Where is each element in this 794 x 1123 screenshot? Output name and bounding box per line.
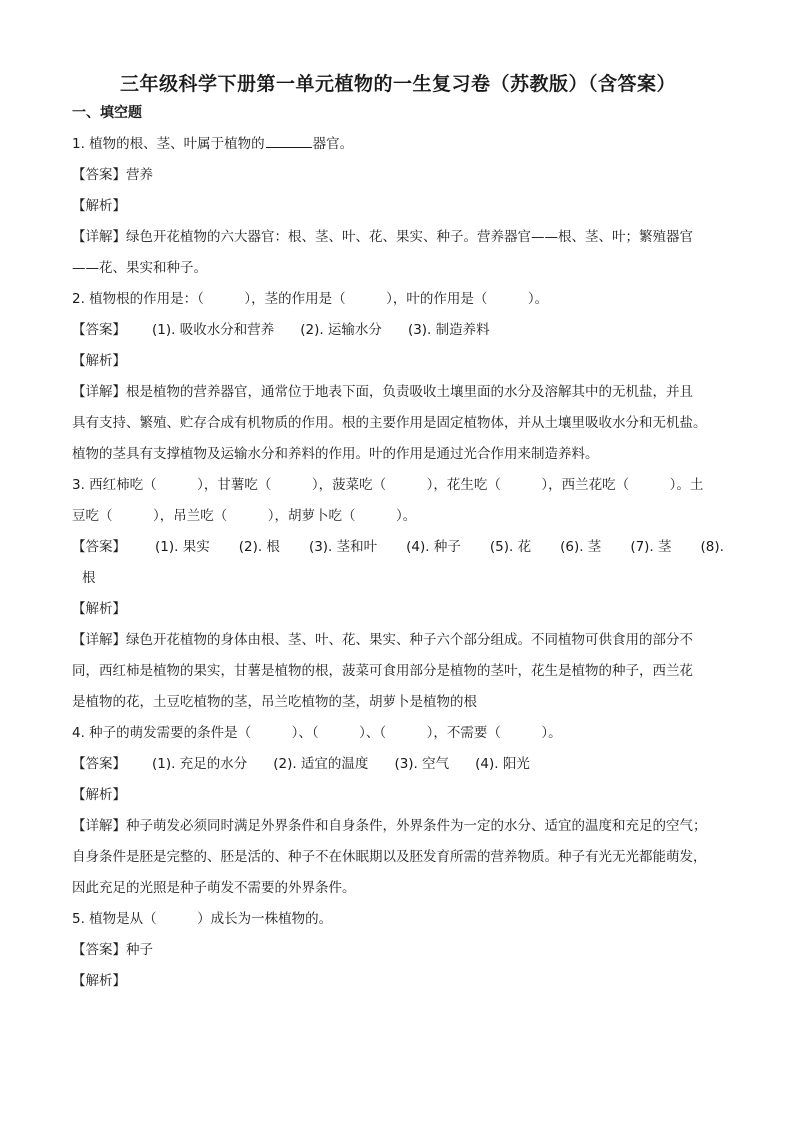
question-4-stem: 4. 种子的萌发需要的条件是（ ）、（ ）、（ ），不需要（ ）。 — [72, 725, 562, 741]
question-1-stem-after: 器官。 — [312, 136, 354, 152]
detail-text: 根是植物的营养器官，通常位于地表下面，负责吸收土壤里面的水分及溶解其中的无机盐，并且 — [126, 384, 693, 400]
answer-blank — [266, 134, 312, 148]
question-2-detail-line-3: 植物的茎具有支撑植物及运输水分和养料的作用。叶的作用是通过光合作用来制造养料。 — [72, 446, 599, 462]
question-3-detail-line-3: 是植物的花，土豆吃植物的茎，吊兰吃植物的茎，胡萝卜是植物的根 — [72, 694, 477, 710]
detail-label: 【详解】 — [72, 229, 126, 245]
answer-item: (3). 制造养料 — [407, 322, 490, 338]
question-3-answer-tail: 根 — [82, 570, 96, 586]
question-1-detail-line-1 — [72, 222, 724, 253]
answer-label: 【答案】 — [72, 322, 126, 338]
question-1-stem — [72, 129, 724, 160]
answer-item: (3). 茎和叶 — [308, 539, 378, 555]
question-4-detail-line-2: 自身条件是胚是完整的、胚是活的、种子不在休眠期以及胚发育所需的营养物质。种子有光无光都能萌发， — [72, 849, 707, 865]
question-3-detail-line-2: 同，西红柿是植物的果实，甘薯是植物的根，菠菜可食用部分是植物的茎叶，花生是植物的种子，西兰花 — [72, 663, 693, 679]
question-3-detail-line-1 — [72, 625, 724, 656]
answer-label: 【答案】 — [72, 167, 126, 183]
question-4-analysis-label: 【解析】 — [72, 787, 126, 803]
question-4-detail-line-3: 因此充足的光照是种子萌发不需要的外界条件。 — [72, 880, 356, 896]
answer-label: 【答案】 — [72, 539, 126, 555]
detail-text: 绿色开花植物的身体由根、茎、叶、花、果实、种子六个部分组成。不同植物可供食用的部分不 — [126, 632, 693, 648]
document-title: 三年级科学下册第一单元植物的一生复习卷（苏教版）（含答案） — [119, 73, 676, 95]
question-2-answer — [72, 315, 724, 346]
question-2-stem: 2. 植物根的作用是：（ ），茎的作用是（ ），叶的作用是（ ）。 — [72, 291, 549, 307]
question-3-stem-line-1: 3. 西红柿吃（ ），甘薯吃（ ），菠菜吃（ ），花生吃（ ），西兰花吃（ ）。土 — [72, 477, 704, 493]
question-1-answer — [72, 160, 724, 191]
question-3-answer — [72, 532, 724, 563]
answer-item: (4). 种子 — [406, 539, 461, 555]
detail-text: 种子萌发必须同时满足外界条件和自身条件，外界条件为一定的水分、适宜的温度和充足的空气； — [126, 818, 707, 834]
answer-item: (1). 吸收水分和营养 — [152, 322, 275, 338]
answer-item: (2). 适宜的温度 — [273, 756, 369, 772]
answer-item: (1). 果实 — [155, 539, 210, 555]
question-1-analysis-label: 【解析】 — [72, 198, 126, 214]
answer-item: (3). 空气 — [394, 756, 450, 772]
question-2-analysis-label: 【解析】 — [72, 353, 126, 369]
detail-label: 【详解】 — [72, 632, 126, 648]
answer-item: (1). 充足的水分 — [152, 756, 248, 772]
question-5-answer-text: 种子 — [126, 942, 153, 958]
answer-item: (7). 茎 — [630, 539, 672, 555]
section-title: 一、填空题 — [72, 105, 142, 121]
detail-label: 【详解】 — [72, 384, 126, 400]
question-3-stem-line-2: 豆吃（ ），吊兰吃（ ），胡萝卜吃（ ）。 — [72, 508, 417, 524]
answer-item: (8). — [700, 539, 724, 555]
question-1-detail-line-2: ——花、果实和种子。 — [72, 260, 207, 276]
question-4-detail-line-1 — [72, 811, 724, 842]
question-4-answer — [72, 749, 724, 780]
question-2-detail-line-2: 具有支持、繁殖、贮存合成有机物质的作用。根的主要作用是固定植物体，并从土壤里吸收水分和无机盐。 — [72, 415, 707, 431]
answer-item: (5). 花 — [489, 539, 532, 555]
detail-text: 绿色开花植物的六大器官：根、茎、叶、花、果实、种子。营养器官——根、茎、叶；繁殖器官 — [126, 229, 693, 245]
question-5-stem: 5. 植物是从（ ）成长为一株植物的。 — [72, 911, 333, 927]
answer-item: (2). 运输水分 — [300, 322, 382, 338]
answer-item: (2). 根 — [238, 539, 280, 555]
answer-item: (6). 茎 — [560, 539, 602, 555]
question-1-stem-before: 1. 植物的根、茎、叶属于植物的 — [72, 136, 265, 152]
answer-label: 【答案】 — [72, 756, 126, 772]
question-3-analysis-label: 【解析】 — [72, 601, 126, 617]
question-1-answer-text: 营养 — [126, 167, 153, 183]
question-5-answer — [72, 935, 724, 966]
question-2-detail-line-1 — [72, 377, 724, 408]
answer-item: (4). 阳光 — [475, 756, 530, 772]
detail-label: 【详解】 — [72, 818, 126, 834]
question-5-analysis-label: 【解析】 — [72, 973, 126, 989]
answer-label: 【答案】 — [72, 942, 126, 958]
